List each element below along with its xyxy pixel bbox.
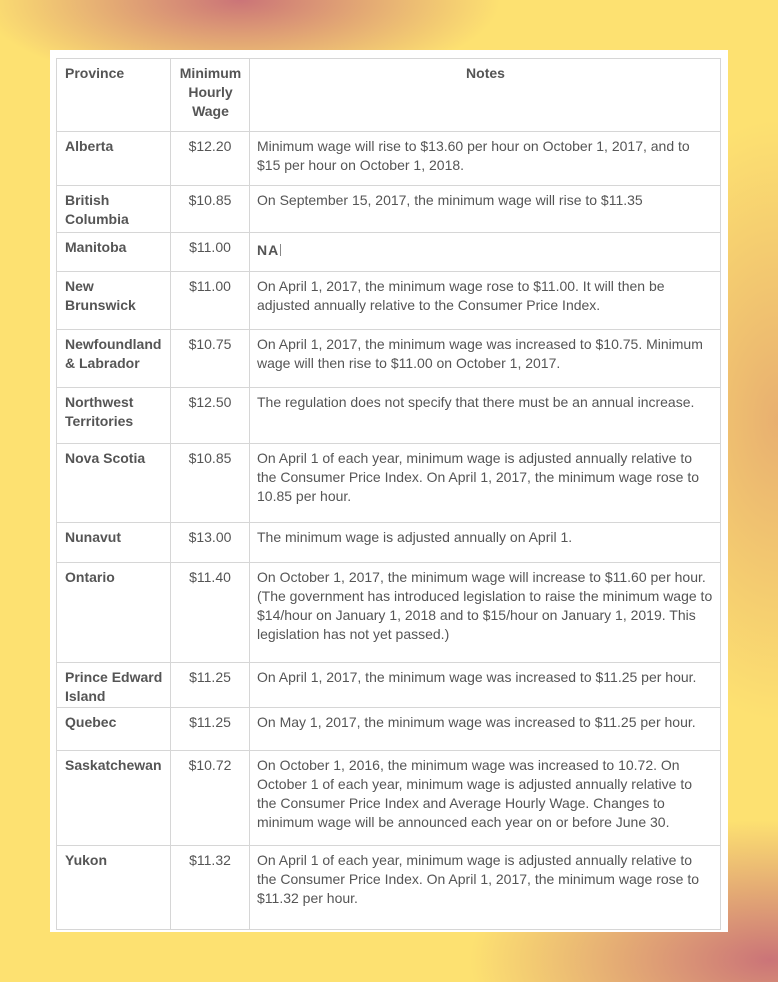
province-cell: Yukon	[57, 846, 171, 930]
province-cell: Nunavut	[57, 523, 171, 563]
notes-cell: On October 1, 2017, the minimum wage will increase to $11.60 per hour. (The government has introduced legislation to raise the minimum wage to $14/hour on January 1, 2018 and to $15/hour on January 1, 2019. This legislation has not yet passed.)	[250, 563, 721, 663]
table-row	[57, 444, 721, 523]
notes-cell: On April 1 of each year, minimum wage is adjusted annually relative to the Consumer Price Index. On April 1, 2017, the minimum wage rose to $11.32 per hour.	[250, 846, 721, 930]
table-row	[57, 233, 721, 272]
table-row	[57, 132, 721, 186]
province-cell: Saskatchewan	[57, 751, 171, 846]
notes-cell: The regulation does not specify that there must be an annual increase.	[250, 388, 721, 444]
province-cell: New Brunswick	[57, 272, 171, 330]
table-header-row	[57, 59, 721, 132]
notes-na-text: NA	[257, 242, 280, 258]
table-row	[57, 751, 721, 846]
notes-cell: Minimum wage will rise to $13.60 per hour on October 1, 2017, and to $15 per hour on October 1, 2018.	[250, 132, 721, 186]
table-row	[57, 330, 721, 388]
wage-cell: $11.40	[171, 563, 250, 663]
header-province: Province	[57, 59, 171, 132]
wage-cell: $10.75	[171, 330, 250, 388]
wage-cell: $10.85	[171, 186, 250, 233]
province-cell: Ontario	[57, 563, 171, 663]
province-cell: Alberta	[57, 132, 171, 186]
wage-cell: $11.00	[171, 272, 250, 330]
wage-cell: $10.72	[171, 751, 250, 846]
wage-cell: $12.20	[171, 132, 250, 186]
wage-cell: $11.00	[171, 233, 250, 272]
notes-cell: On April 1, 2017, the minimum wage was increased to $10.75. Minimum wage will then rise to $11.00 on October 1, 2017.	[250, 330, 721, 388]
notes-cell: On April 1 of each year, minimum wage is adjusted annually relative to the Consumer Price Index. On April 1, 2017, the minimum wage rose to 10.85 per hour.	[250, 444, 721, 523]
header-wage: Minimum Hourly Wage	[171, 59, 250, 132]
table-row	[57, 388, 721, 444]
wage-cell: $12.50	[171, 388, 250, 444]
table-row	[57, 663, 721, 708]
notes-cell	[250, 233, 721, 272]
notes-cell: On April 1, 2017, the minimum wage was increased to $11.25 per hour.	[250, 663, 721, 708]
province-cell: Quebec	[57, 708, 171, 751]
table-row	[57, 186, 721, 233]
table-row	[57, 846, 721, 930]
text-cursor-mark	[280, 244, 281, 256]
header-notes: Notes	[250, 59, 721, 132]
notes-cell: On April 1, 2017, the minimum wage rose to $11.00. It will then be adjusted annually relative to the Consumer Price Index.	[250, 272, 721, 330]
wage-cell: $11.25	[171, 708, 250, 751]
province-cell: Manitoba	[57, 233, 171, 272]
table-row	[57, 272, 721, 330]
province-cell: Nova Scotia	[57, 444, 171, 523]
province-cell: Northwest Territories	[57, 388, 171, 444]
notes-cell: On October 1, 2016, the minimum wage was increased to 10.72. On October 1 of each year, minimum wage is adjusted annually relative to the Consumer Price Index and Average Hourly Wage. Changes to minimum wage will be announced each year on or before June 30.	[250, 751, 721, 846]
document-page	[50, 50, 728, 932]
notes-cell: On September 15, 2017, the minimum wage will rise to $11.35	[250, 186, 721, 233]
table-row	[57, 523, 721, 563]
table-row	[57, 563, 721, 663]
wage-cell: $11.32	[171, 846, 250, 930]
minimum-wage-table	[56, 58, 721, 930]
notes-cell: On May 1, 2017, the minimum wage was increased to $11.25 per hour.	[250, 708, 721, 751]
province-cell: Prince Edward Island	[57, 663, 171, 708]
wage-cell: $11.25	[171, 663, 250, 708]
wage-cell: $13.00	[171, 523, 250, 563]
province-cell: British Columbia	[57, 186, 171, 233]
wage-cell: $10.85	[171, 444, 250, 523]
province-cell: Newfoundland & Labrador	[57, 330, 171, 388]
table-row	[57, 708, 721, 751]
notes-cell: The minimum wage is adjusted annually on April 1.	[250, 523, 721, 563]
